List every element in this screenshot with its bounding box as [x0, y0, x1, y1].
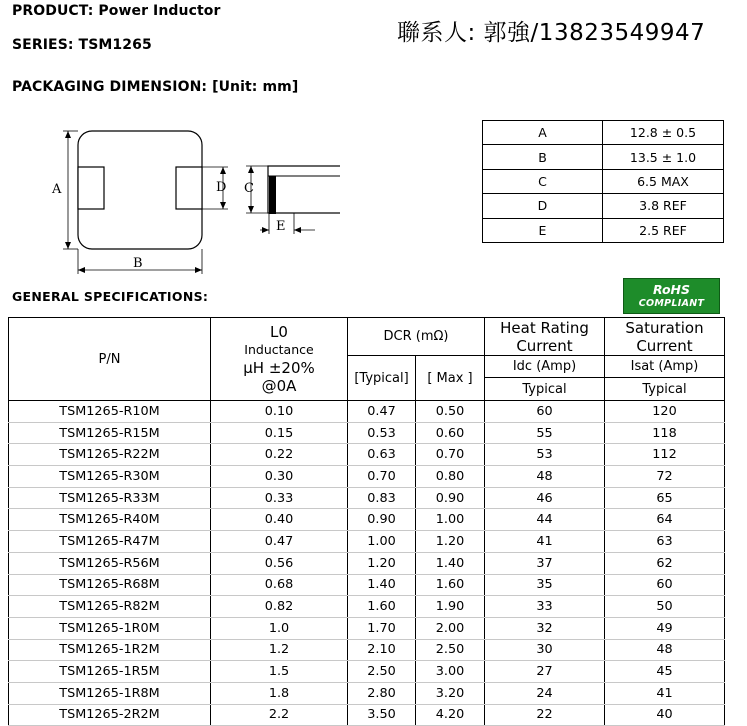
cell-part-number: TSM1265-1R2M — [9, 639, 211, 661]
cell-dcr-typical: 2.10 — [348, 639, 416, 661]
cell-isat: 64 — [605, 509, 725, 531]
dimension-row — [483, 218, 724, 242]
dim-label-b: B — [133, 256, 143, 271]
dimension-key: E — [483, 218, 603, 242]
packaging-diagram — [40, 118, 340, 278]
cell-idc: 37 — [485, 552, 605, 574]
cell-isat: 49 — [605, 617, 725, 639]
cell-inductance: 0.47 — [211, 531, 348, 553]
cell-idc: 27 — [485, 661, 605, 683]
cell-dcr-max: 1.20 — [416, 531, 485, 553]
cell-dcr-max: 1.90 — [416, 596, 485, 618]
contact-info: 聯系人: 郭強/13823549947 — [397, 20, 706, 46]
dimension-key: D — [483, 194, 603, 218]
terminal-left — [78, 167, 104, 209]
table-row — [9, 552, 725, 574]
cell-inductance: 0.15 — [211, 422, 348, 444]
product-title: PRODUCT: Power Inductor — [12, 3, 221, 19]
cell-dcr-max: 3.00 — [416, 661, 485, 683]
rohs-badge — [623, 278, 720, 314]
general-spec-label: GENERAL SPECIFICATIONS: — [12, 289, 209, 304]
table-row — [9, 487, 725, 509]
dimension-value: 2.5 REF — [603, 218, 724, 242]
cell-idc: 22 — [485, 704, 605, 726]
dimension-row — [483, 121, 724, 145]
series-title: SERIES: TSM1265 — [12, 37, 152, 53]
table-row — [9, 574, 725, 596]
col-header-heat-unit: Idc (Amp) — [485, 356, 605, 378]
cell-inductance: 0.56 — [211, 552, 348, 574]
cell-isat: 120 — [605, 401, 725, 423]
spec-table — [8, 317, 725, 726]
cell-dcr-typical: 2.50 — [348, 661, 416, 683]
dimension-value: 12.8 ± 0.5 — [603, 121, 724, 145]
cell-inductance: 0.10 — [211, 401, 348, 423]
cell-part-number: TSM1265-R68M — [9, 574, 211, 596]
cell-idc: 48 — [485, 466, 605, 488]
l0-sub: Inductance — [244, 342, 314, 357]
cell-isat: 41 — [605, 682, 725, 704]
cell-dcr-max: 4.20 — [416, 704, 485, 726]
table-row — [9, 466, 725, 488]
cell-part-number: TSM1265-1R0M — [9, 617, 211, 639]
table-row — [9, 661, 725, 683]
cell-part-number: TSM1265-R82M — [9, 596, 211, 618]
heat-title: Heat Rating — [500, 318, 589, 337]
cell-idc: 30 — [485, 639, 605, 661]
cell-dcr-typical: 0.63 — [348, 444, 416, 466]
cell-dcr-max: 0.70 — [416, 444, 485, 466]
table-row — [9, 444, 725, 466]
cell-part-number: TSM1265-R10M — [9, 401, 211, 423]
cell-idc: 55 — [485, 422, 605, 444]
cell-dcr-typical: 3.50 — [348, 704, 416, 726]
cell-part-number: TSM1265-R15M — [9, 422, 211, 444]
dimension-key: B — [483, 145, 603, 169]
cell-isat: 60 — [605, 574, 725, 596]
side-view-body — [268, 166, 340, 213]
dim-label-a: A — [52, 182, 62, 197]
cell-inductance: 1.8 — [211, 682, 348, 704]
cell-dcr-max: 2.50 — [416, 639, 485, 661]
cell-isat: 50 — [605, 596, 725, 618]
col-header-heat — [485, 318, 605, 356]
cell-idc: 44 — [485, 509, 605, 531]
cell-dcr-typical: 0.47 — [348, 401, 416, 423]
col-header-sat-unit: Isat (Amp) — [605, 356, 725, 378]
cell-part-number: TSM1265-1R5M — [9, 661, 211, 683]
cell-dcr-max: 0.80 — [416, 466, 485, 488]
cell-isat: 118 — [605, 422, 725, 444]
cell-inductance: 0.22 — [211, 444, 348, 466]
cell-inductance: 0.40 — [211, 509, 348, 531]
rohs-line2: COMPLIANT — [638, 298, 705, 309]
dimension-value: 13.5 ± 1.0 — [603, 145, 724, 169]
dim-label-c: C — [244, 181, 254, 196]
cell-isat: 112 — [605, 444, 725, 466]
col-header-l0 — [211, 318, 348, 401]
sat-sub: Current — [636, 336, 693, 355]
sat-title: Saturation — [625, 318, 704, 337]
cell-inductance: 0.82 — [211, 596, 348, 618]
cell-part-number: TSM1265-2R2M — [9, 704, 211, 726]
dimension-row — [483, 169, 724, 193]
cell-isat: 40 — [605, 704, 725, 726]
cell-idc: 35 — [485, 574, 605, 596]
cell-dcr-max: 1.40 — [416, 552, 485, 574]
table-row — [9, 422, 725, 444]
cell-inductance: 2.2 — [211, 704, 348, 726]
cell-dcr-typical: 2.80 — [348, 682, 416, 704]
dimension-row — [483, 145, 724, 169]
col-header-sat — [605, 318, 725, 356]
cell-dcr-typical: 1.70 — [348, 617, 416, 639]
table-row — [9, 639, 725, 661]
cell-part-number: TSM1265-R56M — [9, 552, 211, 574]
col-header-sat-typ: Typical — [605, 378, 725, 401]
cell-part-number: TSM1265-R22M — [9, 444, 211, 466]
dimension-table — [482, 120, 724, 243]
cell-idc: 24 — [485, 682, 605, 704]
table-row — [9, 509, 725, 531]
cell-inductance: 1.2 — [211, 639, 348, 661]
cell-idc: 53 — [485, 444, 605, 466]
rohs-line1: RoHS — [652, 282, 691, 297]
table-row — [9, 531, 725, 553]
cell-isat: 48 — [605, 639, 725, 661]
cell-dcr-typical: 1.20 — [348, 552, 416, 574]
cell-idc: 46 — [485, 487, 605, 509]
dimension-key: A — [483, 121, 603, 145]
l0-cond: @0A — [261, 377, 297, 395]
dim-label-d: D — [216, 180, 227, 195]
cell-dcr-typical: 1.40 — [348, 574, 416, 596]
col-header-pn: P/N — [9, 318, 211, 401]
cell-idc: 32 — [485, 617, 605, 639]
cell-dcr-max: 0.50 — [416, 401, 485, 423]
cell-dcr-typical: 0.70 — [348, 466, 416, 488]
cell-isat: 62 — [605, 552, 725, 574]
cell-dcr-max: 0.90 — [416, 487, 485, 509]
cell-idc: 60 — [485, 401, 605, 423]
cell-isat: 72 — [605, 466, 725, 488]
cell-part-number: TSM1265-R30M — [9, 466, 211, 488]
cell-part-number: TSM1265-R33M — [9, 487, 211, 509]
cell-dcr-max: 1.00 — [416, 509, 485, 531]
cell-dcr-typical: 0.83 — [348, 487, 416, 509]
cell-dcr-max: 3.20 — [416, 682, 485, 704]
table-row — [9, 401, 725, 423]
cell-isat: 65 — [605, 487, 725, 509]
table-row — [9, 596, 725, 618]
cell-dcr-typical: 0.53 — [348, 422, 416, 444]
dimension-row — [483, 194, 724, 218]
heat-sub: Current — [516, 336, 573, 355]
col-header-heat-typ: Typical — [485, 378, 605, 401]
l0-title: L0 — [270, 323, 288, 341]
cell-isat: 45 — [605, 661, 725, 683]
cell-dcr-typical: 1.00 — [348, 531, 416, 553]
cell-dcr-max: 2.00 — [416, 617, 485, 639]
cell-part-number: TSM1265-R40M — [9, 509, 211, 531]
side-terminal-left — [269, 176, 276, 214]
cell-inductance: 1.0 — [211, 617, 348, 639]
terminal-right — [176, 167, 202, 209]
l0-tol: μH ±20% — [243, 359, 315, 377]
cell-idc: 41 — [485, 531, 605, 553]
table-row — [9, 617, 725, 639]
table-row — [9, 682, 725, 704]
packaging-title: PACKAGING DIMENSION: [Unit: mm] — [12, 79, 299, 95]
cell-dcr-max: 1.60 — [416, 574, 485, 596]
cell-part-number: TSM1265-1R8M — [9, 682, 211, 704]
cell-dcr-typical: 0.90 — [348, 509, 416, 531]
cell-dcr-max: 0.60 — [416, 422, 485, 444]
col-header-dcr-typ: [Typical] — [348, 356, 416, 401]
dimension-key: C — [483, 169, 603, 193]
cell-inductance: 0.68 — [211, 574, 348, 596]
cell-part-number: TSM1265-R47M — [9, 531, 211, 553]
cell-inductance: 0.33 — [211, 487, 348, 509]
cell-isat: 63 — [605, 531, 725, 553]
table-row — [9, 704, 725, 726]
cell-dcr-typical: 1.60 — [348, 596, 416, 618]
dimension-value: 6.5 MAX — [603, 169, 724, 193]
col-header-dcr-max: [ Max ] — [416, 356, 485, 401]
col-header-dcr: DCR (mΩ) — [348, 318, 485, 356]
dim-label-e: E — [276, 219, 286, 234]
cell-idc: 33 — [485, 596, 605, 618]
cell-inductance: 1.5 — [211, 661, 348, 683]
cell-inductance: 0.30 — [211, 466, 348, 488]
dimension-value: 3.8 REF — [603, 194, 724, 218]
